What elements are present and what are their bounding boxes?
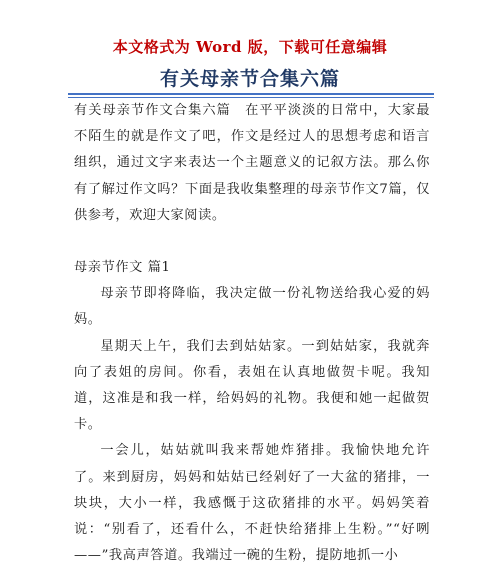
document-title: 有关母亲节合集六篇 xyxy=(159,68,340,90)
format-notice-banner: 本文格式为 Word 版，下载可任意编辑 xyxy=(112,38,388,56)
title-rule xyxy=(68,93,434,95)
body-paragraph: 母亲节即将降临，我决定做一份礼物送给我心爱的妈妈。 xyxy=(74,286,430,328)
body-paragraph: 一会儿，姑姑就叫我来帮她炸猪排。我愉快地允许了。来到厨房，妈妈和姑姑已经剁好了一大盆的猪排，一块块，大小一样，我感慨于这砍猪排的水平。妈妈笑着说：“别看了，还看什么，不赶快给猪排上生粉。”“好咧——”我高声答道。我端过一碗的生粉，提防地抓一小 xyxy=(74,443,430,564)
section-heading: 母亲节作文 篇1 xyxy=(74,260,171,276)
paragraph-gap xyxy=(74,229,430,255)
body-paragraph: 星期天上午，我们去到姑姑家。一到姑姑家，我就奔向了表姐的房间。你看，表姐在认真地做贺卡呢。我知道，这准是和我一样，给妈妈的礼物。我便和她一起做贺卡。 xyxy=(74,338,430,433)
document-body xyxy=(74,98,430,565)
intro-paragraph: 有关母亲节作文合集六篇 在平平淡淡的日常中，大家最不陌生的就是作文了吧，作文是经过人的思想考虑和语言组织，通过文字来表达一个主题意义的记叙方法。那么你有了解过作文吗？下面是我收集整理的母亲节作文7篇，仅供参考，欢迎大家阅读。 xyxy=(74,103,430,223)
